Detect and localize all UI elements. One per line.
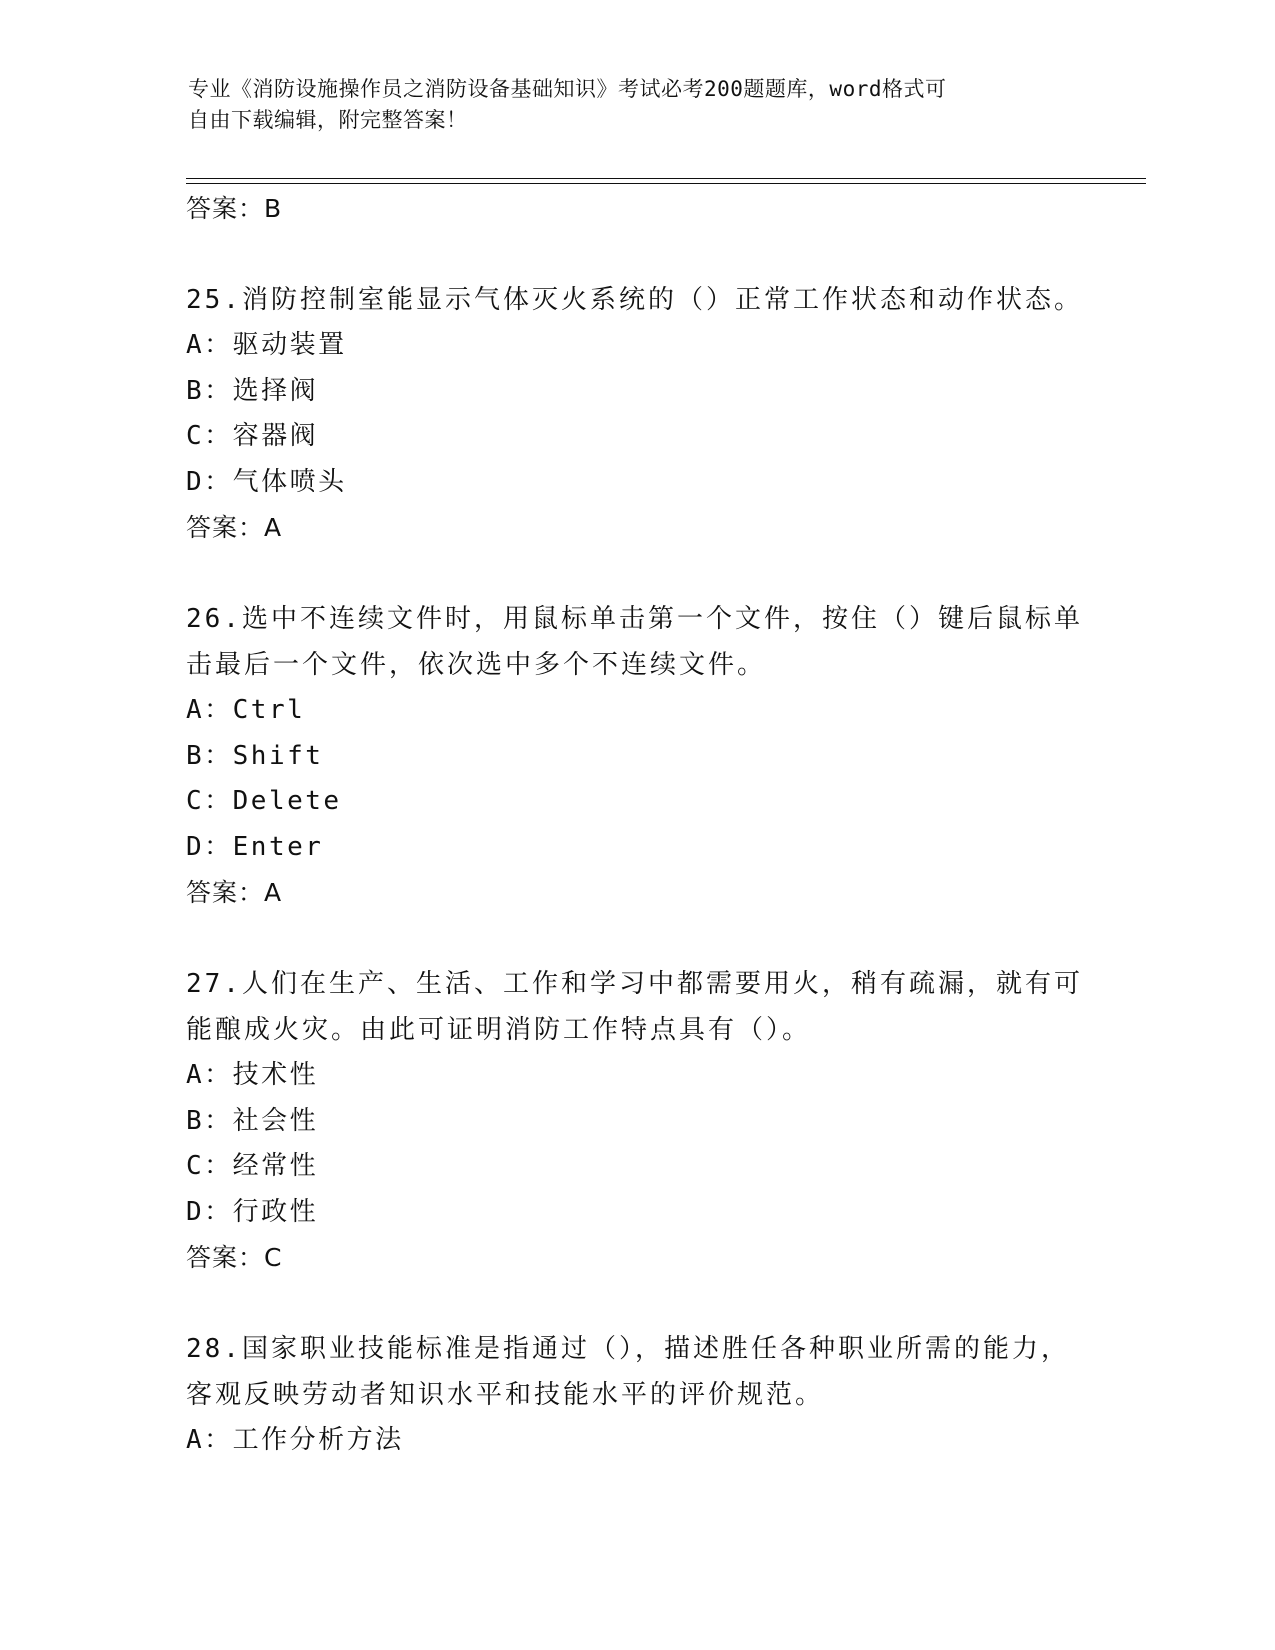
- option-a: A：驱动装置: [186, 330, 347, 360]
- option-c: C：容器阀: [186, 421, 319, 451]
- previous-answer: 答案：B: [186, 194, 283, 223]
- option-d: D：Enter: [186, 831, 324, 862]
- header-line-2: 自由下载编辑，附完整答案！: [188, 108, 468, 132]
- option-a: A：技术性: [186, 1060, 319, 1090]
- question-26: [186, 596, 1086, 916]
- question-content: [186, 186, 1086, 1464]
- header-rule-top: [186, 178, 1146, 179]
- option-a: A：Ctrl: [186, 695, 306, 725]
- document-header: [188, 74, 1068, 136]
- question-stem-line: 能酿成火灾。由此可证明消防工作特点具有（）。: [186, 1015, 812, 1045]
- option-c: C：Delete: [186, 786, 342, 816]
- option-b: B：选择阀: [186, 375, 319, 406]
- question-stem-line: 25.消防控制室能显示气体灭火系统的（）正常工作状态和动作状态。: [186, 285, 1083, 315]
- question-stem-line: 26.选中不连续文件时，用鼠标单击第一个文件，按住（）键后鼠标单: [186, 604, 1083, 634]
- answer-line: 答案：A: [186, 513, 283, 542]
- option-d: D：行政性: [186, 1196, 319, 1227]
- answer-line: 答案：A: [186, 878, 283, 907]
- option-b: B：社会性: [186, 1105, 319, 1136]
- option-b: B：Shift: [186, 740, 324, 771]
- option-d: D：气体喷头: [186, 466, 347, 497]
- question-stem-line: 27.人们在生产、生活、工作和学习中都需要用火，稍有疏漏，就有可: [186, 969, 1083, 999]
- question-27: [186, 961, 1086, 1281]
- option-a: A：工作分析方法: [186, 1425, 404, 1455]
- question-stem-line: 28.国家职业技能标准是指通过（），描述胜任各种职业所需的能力，: [186, 1334, 1070, 1364]
- question-stem-line: 击最后一个文件，依次选中多个不连续文件。: [186, 650, 767, 680]
- header-line-1: 专业《消防设施操作员之消防设备基础知识》考试必考200题题库，word格式可: [188, 77, 947, 101]
- header-rule-bottom: [186, 183, 1146, 184]
- question-25: [186, 277, 1086, 551]
- option-c: C：经常性: [186, 1151, 319, 1181]
- answer-line: 答案：C: [186, 1243, 283, 1272]
- question-28: [186, 1326, 1086, 1464]
- question-stem-line: 客观反映劳动者知识水平和技能水平的评价规范。: [186, 1380, 825, 1410]
